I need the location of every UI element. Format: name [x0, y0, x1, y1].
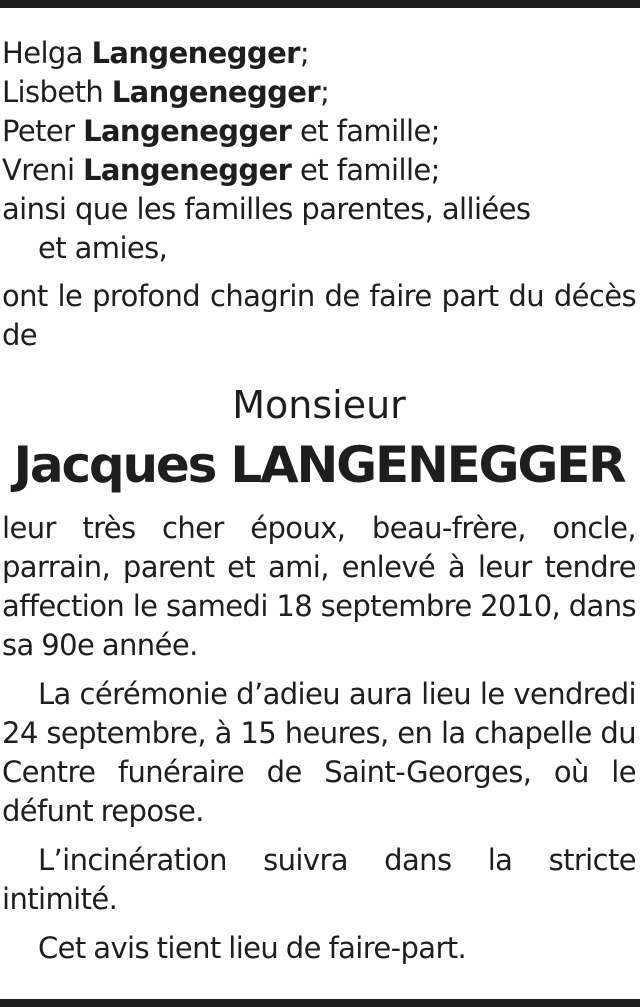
mourner-last-name: Langenegger: [91, 36, 300, 70]
mourner-line: [2, 73, 636, 112]
mourner-suffix: ;: [320, 75, 330, 109]
mourner-first-name: Lisbeth: [2, 75, 104, 109]
mourner-last-name: Langenegger: [83, 153, 292, 187]
description-paragraph: leur très cher époux, beau-frère, oncle, parrain, parent et ami, enlevé à leur tendre affection le samedi 18 septembre 2010, dans sa 90e année.: [2, 511, 636, 662]
mourner-last-name: Langenegger: [83, 114, 292, 148]
closing-paragraph: Cet avis tient lieu de faire-part.: [38, 931, 467, 965]
families-line: ainsi que les familles parentes, alliées: [2, 192, 531, 226]
bottom-border-rule: [0, 999, 640, 1007]
mourner-line: [2, 112, 636, 151]
mourner-line: [2, 151, 636, 190]
families-line-continued: et amies,: [38, 231, 168, 265]
mourner-suffix: ;: [299, 36, 310, 70]
cremation-paragraph: L’incinération suivra dans la stricte intimité.: [2, 843, 636, 916]
honorific-title: Monsieur: [232, 383, 406, 427]
mourner-first-name: Helga: [2, 36, 83, 70]
mourner-suffix: et famille;: [291, 153, 440, 187]
mourner-line: [2, 34, 636, 73]
obituary-notice: [2, 34, 636, 968]
mourner-suffix: et famille;: [291, 114, 440, 148]
announcement-text: ont le profond chagrin de faire part du décès de: [2, 279, 636, 352]
top-border-rule: [0, 0, 640, 8]
mourner-last-name: Langenegger: [111, 75, 321, 109]
mourner-first-name: Peter: [2, 114, 75, 148]
ceremony-paragraph: La cérémonie d’adieu aura lieu le vendredi 24 septembre, à 15 heures, en la chapelle du Centre funéraire de Saint-Georges, où le défunt repose.: [2, 677, 636, 828]
mourner-first-name: Vreni: [2, 153, 75, 187]
deceased-name: Jacques LANGENEGGER: [13, 436, 625, 494]
